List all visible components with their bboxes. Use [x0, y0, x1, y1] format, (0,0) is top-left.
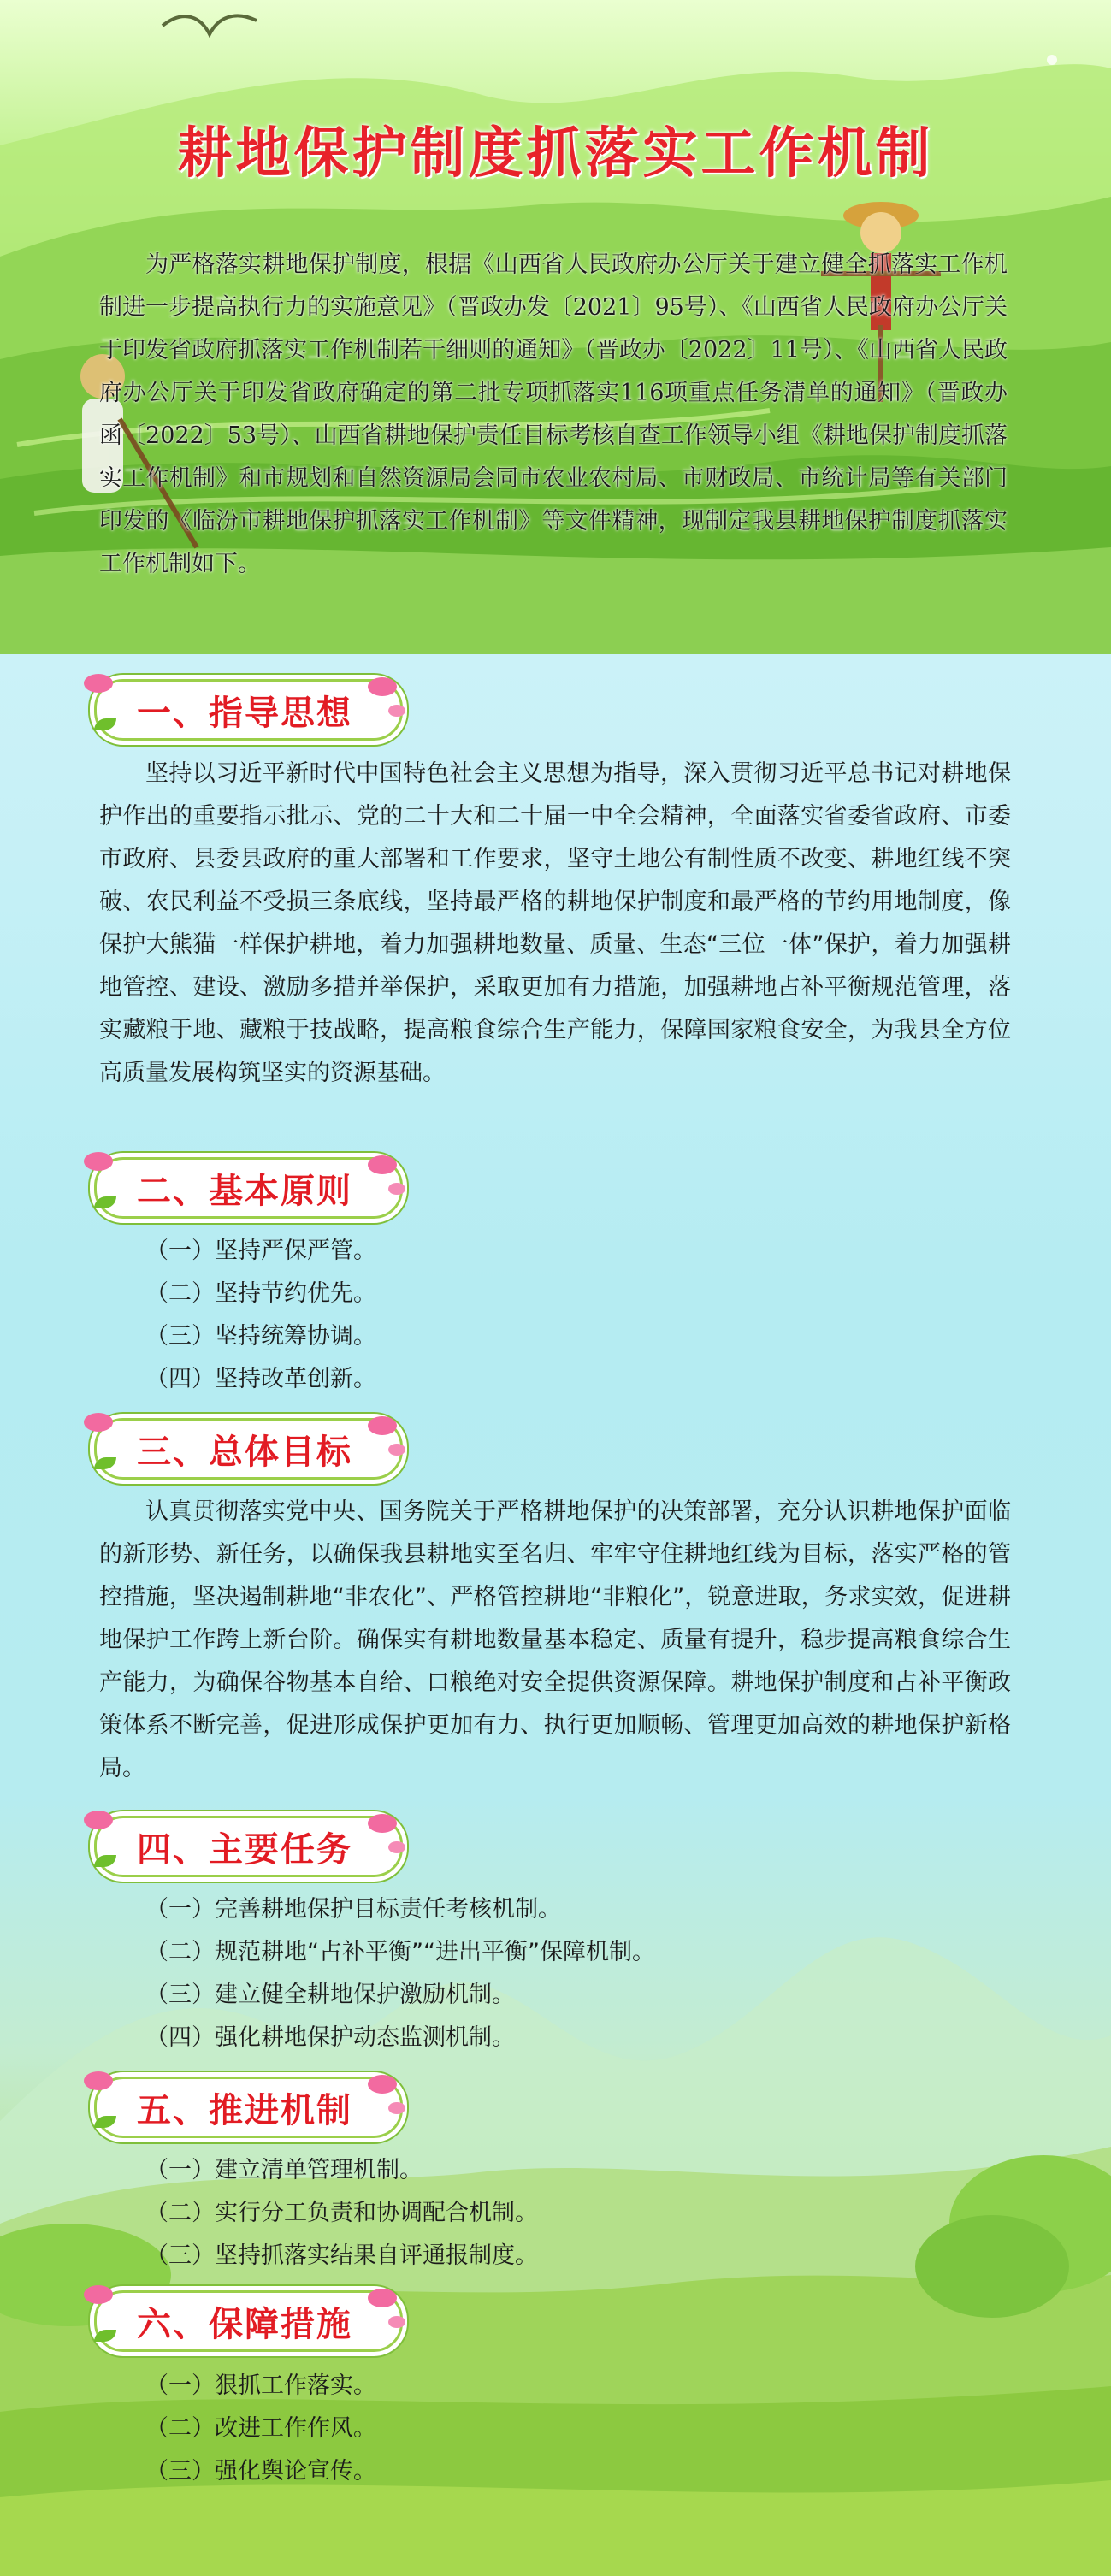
flower-decoration	[388, 2316, 405, 2328]
flower-decoration	[84, 674, 113, 693]
flower-decoration	[368, 1416, 397, 1435]
list-item: （四）坚持改革创新。	[145, 1366, 376, 1392]
list-item: （三）建立健全耕地保护激励机制。	[145, 1982, 515, 2008]
section-6-list	[145, 2365, 1001, 2493]
list-item: （三）强化舆论宣传。	[145, 2458, 376, 2484]
list-item: （一）坚持严保严管。	[145, 1238, 376, 1264]
section-heading: 六、保障措施	[137, 2305, 352, 2344]
section-3-body	[99, 1491, 1011, 1790]
flower-decoration	[84, 2285, 113, 2304]
flower-decoration	[388, 1444, 405, 1456]
list-item: （二）改进工作作风。	[145, 2415, 376, 2442]
list-item: （一）建立清单管理机制。	[145, 2157, 423, 2183]
flower-decoration	[368, 1155, 397, 1174]
flower-decoration	[388, 705, 405, 717]
page-title: 耕地保护制度抓落实工作机制	[177, 122, 934, 186]
list-item: （一）狠抓工作落实。	[145, 2372, 376, 2399]
list-item: （二）实行分工负责和协调配合机制。	[145, 2200, 538, 2226]
top-banner	[0, 0, 1111, 654]
section-5-list	[145, 2149, 1001, 2278]
section-heading: 五、推进机制	[137, 2091, 352, 2130]
flower-decoration	[388, 1841, 405, 1853]
list-item: （二）规范耕地“占补平衡”“进出平衡”保障机制。	[145, 1939, 655, 1965]
flower-decoration	[388, 2102, 405, 2114]
flower-decoration	[84, 2071, 113, 2090]
section-header-4	[86, 1811, 411, 1877]
flower-decoration	[84, 1152, 113, 1171]
list-item: （二）坚持节约优先。	[145, 1280, 376, 1307]
flower-decoration	[388, 1183, 405, 1195]
flower-decoration	[368, 1814, 397, 1833]
section-header-1	[86, 674, 411, 741]
section-paragraph: 坚持以习近平新时代中国特色社会主义思想为指导，深入贯彻习近平总书记对耕地保护作出的重要指示批示、党的二十大和二十届一中全会精神，全面落实省委省政府、市委市政府、县委县政府的重大部署和工作要求，坚守土地公有制性质不改变、耕地红线不突破、农民利益不受损三条底线，坚持最严格的耕地保护制度和最严格的节约用地制度，像保护大熊猫一样保护耕地，着力加强耕地数量、质量、生态“三位一体”保护，着力加强耕地管控、建设、激励多措并举保护，采取更加有力措施，加强耕地占补平衡规范管理，落实藏粮于地、藏粮于技战略，提高粮食综合生产能力，保障国家粮食安全，为我县全方位高质量发展构筑坚实的资源基础。	[99, 760, 1011, 1086]
section-header-2	[86, 1152, 411, 1219]
flower-decoration	[84, 1413, 113, 1432]
flower-decoration	[84, 1811, 113, 1829]
list-item: （三）坚持统筹协调。	[145, 1323, 376, 1350]
section-paragraph: 认真贯彻落实党中央、国务院关于严格耕地保护的决策部署，充分认识耕地保护面临的新形势、新任务，以确保我县耕地实至名归、牢牢守住耕地红线为目标，落实严格的管控措施，坚决遏制耕地“非农化”、严格管控耕地“非粮化”，锐意进取，务求实效，促进耕地保护工作跨上新台阶。确保实有耕地数量基本稳定、质量有提升，稳步提高粮食综合生产能力，为确保谷物基本自给、口粮绝对安全提供资源保障。耕地保护制度和占补平衡政策体系不断完善，促进形成保护更加有力、执行更加顺畅、管理更加高效的耕地保护新格局。	[99, 1498, 1011, 1781]
bird-icon	[163, 15, 257, 34]
intro-text	[99, 244, 1008, 586]
section-heading: 一、指导思想	[137, 694, 352, 733]
section-2-list	[145, 1230, 1001, 1401]
flower-decoration	[368, 2075, 397, 2094]
section-4-list	[145, 1888, 1001, 2059]
section-header-6	[86, 2285, 411, 2352]
section-heading: 四、主要任务	[137, 1830, 352, 1870]
intro-paragraph: 为严格落实耕地保护制度，根据《山西省人民政府办公厅关于建立健全抓落实工作机制进一步提高执行力的实施意见》（晋政办发〔2021〕95号）、《山西省人民政府办公厅关于印发省政府抓落实工作机制若干细则的通知》（晋政办〔2022〕11号）、《山西省人民政府办公厅关于印发省政府确定的第二批专项抓落实116项重点任务清单的通知》（晋政办函〔2022〕53号）、山西省耕地保护责任目标考核自查工作领导小组《耕地保护制度抓落实工作机制》和市规划和自然资源局会同市农业农村局、市财政局、市统计局等有关部门印发的《临汾市耕地保护抓落实工作机制》等文件精神，现制定我县耕地保护制度抓落实工作机制如下。	[99, 251, 1008, 577]
section-heading: 三、总体目标	[137, 1433, 352, 1472]
section-header-3	[86, 1413, 411, 1480]
list-item: （一）完善耕地保护目标责任考核机制。	[145, 1896, 561, 1923]
section-header-5	[86, 2071, 411, 2138]
list-item: （四）强化耕地保护动态监测机制。	[145, 2024, 515, 2051]
section-1-body	[99, 753, 1011, 1095]
section-heading: 二、基本原则	[137, 1172, 352, 1211]
flower-decoration	[368, 677, 397, 696]
list-item: （三）坚持抓落实结果自评通报制度。	[145, 2242, 538, 2269]
flower-decoration	[368, 2289, 397, 2307]
